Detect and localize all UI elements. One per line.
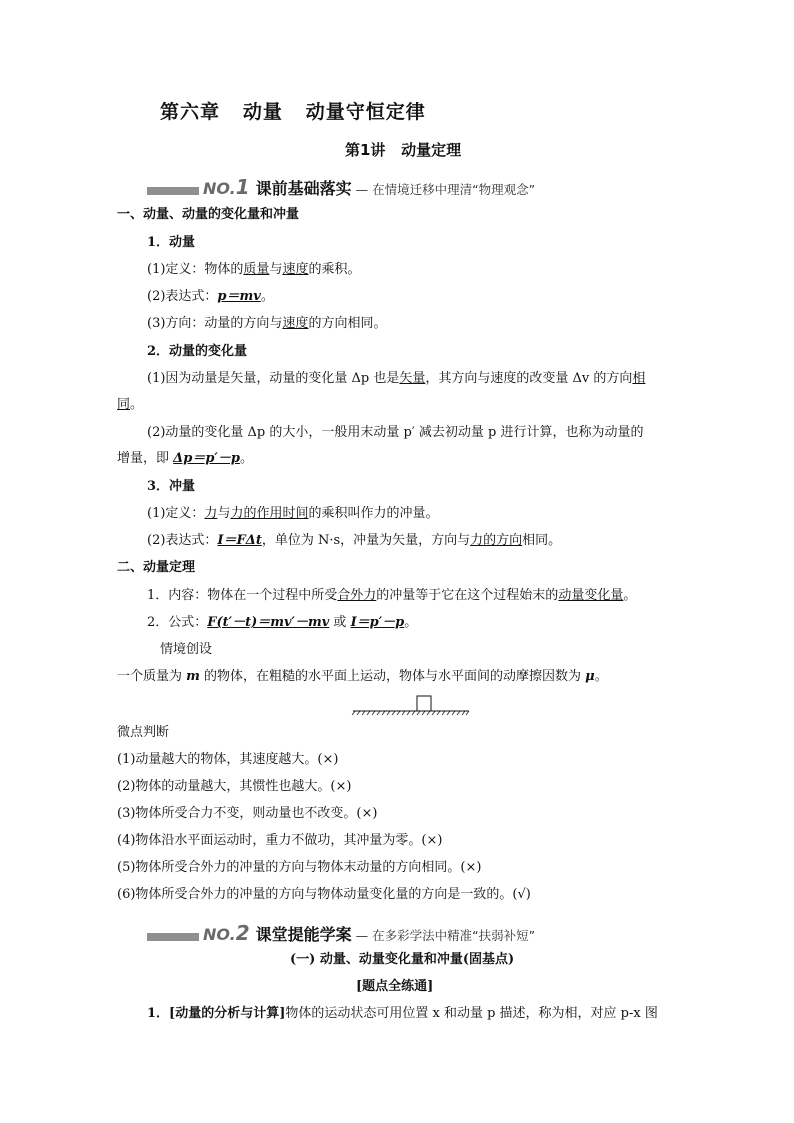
scenario-text: 一个质量为 m 的物体，在粗糙的水平面上运动，物体与水平面间的动摩擦因数为 μ。: [117, 669, 608, 684]
scenario-label: 情境创设: [160, 642, 213, 657]
momentum-heading: 1．动量: [147, 235, 196, 250]
momentum-direction: (3)方向：动量的方向与速度的方向相同。: [147, 316, 387, 331]
lecture-title: 第1讲 动量定理: [345, 141, 462, 159]
question-1: 1．[动量的分析与计算]物体的运动状态可用位置 x 和动量 p 描述，称为相，对应 p-x 图: [147, 1006, 658, 1021]
block: [417, 696, 431, 711]
heading-1: 一、动量、动量的变化量和冲量: [117, 207, 300, 222]
section-1-header: NO.1 课前基础落实 — 在情境迁移中理清“物理观念”: [147, 175, 535, 199]
judge-item: (6)物体所受合外力的冲量的方向与物体动量变化量的方向是一致的。(√): [117, 887, 531, 902]
judge-item: (4)物体沿水平面运动时，重力不做功，其冲量为零。(×): [117, 833, 443, 848]
impulse-definition: (1)定义：力与力的作用时间的乘积叫作力的冲量。: [147, 506, 439, 521]
theorem-formula: 2．公式：F(t′－t)＝mv′－mv 或 I＝p′－p。: [147, 615, 418, 630]
change-line-4: 增量，即 Δp＝p′－p。: [117, 451, 253, 466]
chapter-title: 第六章 动量 动量守恒定律: [160, 101, 426, 123]
section-2-header: NO.2 课堂提能学案 — 在多彩学法中精准“扶弱补短”: [147, 921, 535, 945]
subsection-bracket: [题点全练通]: [356, 979, 434, 994]
judge-item: (3)物体所受合力不变，则动量也不改变。(×): [117, 806, 378, 821]
change-line-1: (1)因为动量是矢量，动量的变化量 Δp 也是矢量，其方向与速度的改变量 Δv 的方向相: [147, 371, 646, 386]
impulse-heading: 3．冲量: [147, 479, 196, 494]
momentum-expression: (2)表达式：p＝mv。: [147, 289, 274, 304]
surface-hatching: [352, 711, 469, 715]
judge-item: (1)动量越大的物体，其速度越大。(×): [117, 752, 339, 767]
section-1-title: 课前基础落实: [255, 179, 352, 198]
section-2-title: 课堂提能学案: [255, 925, 352, 944]
change-line-2: 同。: [117, 397, 144, 412]
momentum-definition: (1)定义：物体的质量与速度的乘积。: [147, 262, 361, 277]
change-line-3: (2)动量的变化量 Δp 的大小，一般用末动量 p′ 减去初动量 p 进行计算，也称为动量的: [147, 425, 644, 440]
block-on-surface-diagram: [351, 695, 471, 717]
section-2-tag: — 在多彩学法中精准“扶弱补短”: [355, 928, 536, 943]
judge-label: 微点判断: [117, 725, 170, 740]
impulse-expression: (2)表达式：I＝FΔt，单位为 N·s，冲量为矢量，方向与力的方向相同。: [147, 533, 562, 548]
subsection-title: (一) 动量、动量变化量和冲量(固基点): [290, 952, 515, 967]
heading-2: 二、动量定理: [117, 560, 196, 575]
section-bar: [147, 933, 199, 941]
section-1-tag: — 在情境迁移中理清“物理观念”: [355, 182, 536, 197]
theorem-content: 1．内容：物体在一个过程中所受合外力的冲量等于它在这个过程始末的动量变化量。: [147, 588, 637, 603]
judge-item: (2)物体的动量越大，其惯性也越大。(×): [117, 779, 352, 794]
section-bar: [147, 187, 199, 195]
change-heading: 2．动量的变化量: [147, 344, 248, 359]
judge-item: (5)物体所受合外力的冲量的方向与物体末动量的方向相同。(×): [117, 860, 482, 875]
